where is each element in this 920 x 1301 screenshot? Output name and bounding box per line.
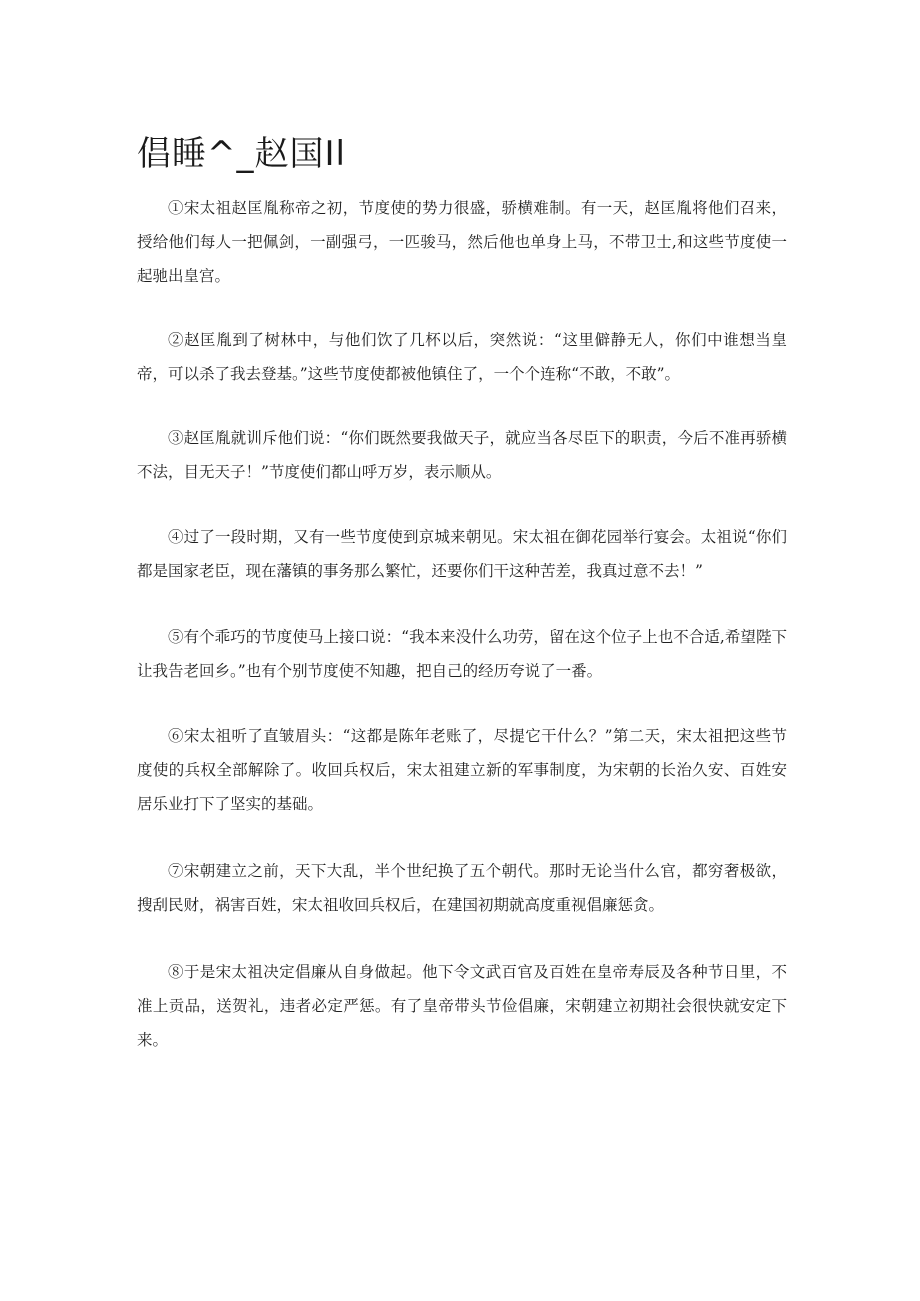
document-title: 倡睡^_赵国Il [137,134,346,174]
paragraph-8: ⑧于是宋太祖决定倡廉从自身做起。他下令文武百官及百姓在皇帝寿辰及各种节日里，不准上贡品，送贺礼，违者必定严惩。有了皇帝带头节俭倡廉，宋朝建立初期社会很快就安定下来。 [137,963,787,1049]
paragraph-5: ⑤有个乖巧的节度使马上接口说：“我本来没什么功劳，留在这个位子上也不合适,希望陛下让我告老回乡。”也有个别节度使不知趣，把自己的经历夸说了一番。 [137,628,787,680]
paragraph-1: ①宋太祖赵匡胤称帝之初，节度使的势力很盛，骄横难制。有一天，赵匡胤将他们召来，授给他们每人一把佩剑，一副强弓，一匹骏马，然后他也单身上马，不带卫士,和这些节度使一起驰出皇宫。 [137,199,787,285]
paragraph-4: ④过了一段时期，又有一些节度使到京城来朝见。宋太祖在御花园举行宴会。太祖说“你们都是国家老臣，现在藩镇的事务那么繁忙，还要你们干这种苦差，我真过意不去！” [137,528,787,580]
paragraph-2: ②赵匡胤到了树林中，与他们饮了几杯以后，突然说：“这里僻静无人，你们中谁想当皇帝，可以杀了我去登基。”这些节度使都被他镇住了，一个个连称“不敢，不敢”。 [137,331,787,383]
paragraph-7: ⑦宋朝建立之前，天下大乱，半个世纪换了五个朝代。那时无论当什么官，都穷奢极欲，搜刮民财，祸害百姓，宋太祖收回兵权后，在建国初期就高度重视倡廉惩贪。 [137,862,787,914]
paragraph-6: ⑥宋太祖听了直皱眉头：“这都是陈年老账了，尽提它干什么？”第二天，宋太祖把这些节度使的兵权全部解除了。收回兵权后，宋太祖建立新的军事制度，为宋朝的长治久安、百姓安居乐业打下了坚实的基础。 [137,727,787,813]
paragraph-3: ③赵匡胤就训斥他们说：“你们既然要我做天子，就应当各尽臣下的职责，今后不准再骄横不法，目无天子！”节度使们都山呼万岁，表示顺从。 [137,429,787,481]
